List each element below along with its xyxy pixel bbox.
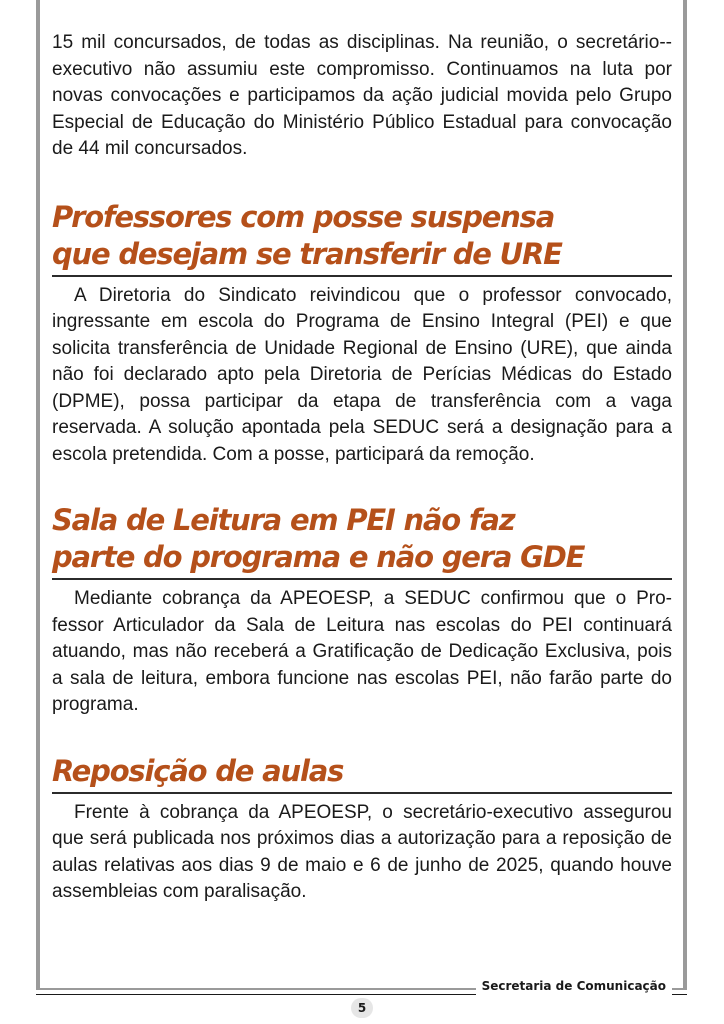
section-title-line: que desejam se transferir de URE <box>52 236 562 271</box>
section-title-sala-de-leitura <box>52 502 672 580</box>
page-number: 5 <box>351 998 373 1018</box>
page-frame-right <box>683 0 687 988</box>
footer-department-label: Secretaria de Comunicação <box>476 977 672 995</box>
section-body-reposicao-de-aulas: Frente à cobrança da APEOESP, o secretário-executivo assegurou que será publicada nos próximos dias a autorização para a reposição de aulas relativas aos dias 9 de maio e 6 de junho de 2025, quando houve assembleias com paralisação. <box>52 801 672 902</box>
intro-paragraph: 15 mil concursados, de todas as disciplinas. Na reunião, o secretário--executivo não assumiu este compromisso. Continuamos na luta por novas convocações e participamos da ação judicial movida pelo Grupo Especial de Educação do Ministério Público Estadual para convocação de 44 mil concursados. <box>52 32 672 159</box>
section-body-posse-suspensa: A Diretoria do Sindicato reivindicou que o professor convocado, ingressante em escola do Programa de Ensino Integral (PEI) e que solicita transferência de Unidade Regional de Ensino (URE), que ainda não foi declarado apto pela Diretoria de Perícias Médicas do Estado (DPME), possa participar da etapa de transferência com a vaga reservada. A solução apontada pela SEDUC será a designação para a escola pretendida. Com a posse, participará da remoção. <box>52 284 672 465</box>
section-title-line: Sala de Leitura em PEI não faz <box>52 503 515 537</box>
section-title-reposicao-de-aulas <box>52 753 672 794</box>
section-title-posse-suspensa <box>52 199 672 277</box>
section-title-line: Professores com posse suspensa <box>52 199 555 234</box>
page-frame-left <box>36 0 40 988</box>
section-body-sala-de-leitura: Mediante cobrança da APEOESP, a SEDUC confirmou que o Professor Articulador da Sala de Leitura nas escolas do PEI continuará atuando, mas não receberá a Gratificação de Dedicação Exclusiva, pois a sala de leitura, embora funcione nas escolas PEI, não farão parte do programa. <box>52 588 672 715</box>
section-title-line: parte do programa e não gera GDE <box>52 540 585 574</box>
article-content <box>52 30 672 906</box>
section-title-line: Reposição de aulas <box>52 753 344 788</box>
